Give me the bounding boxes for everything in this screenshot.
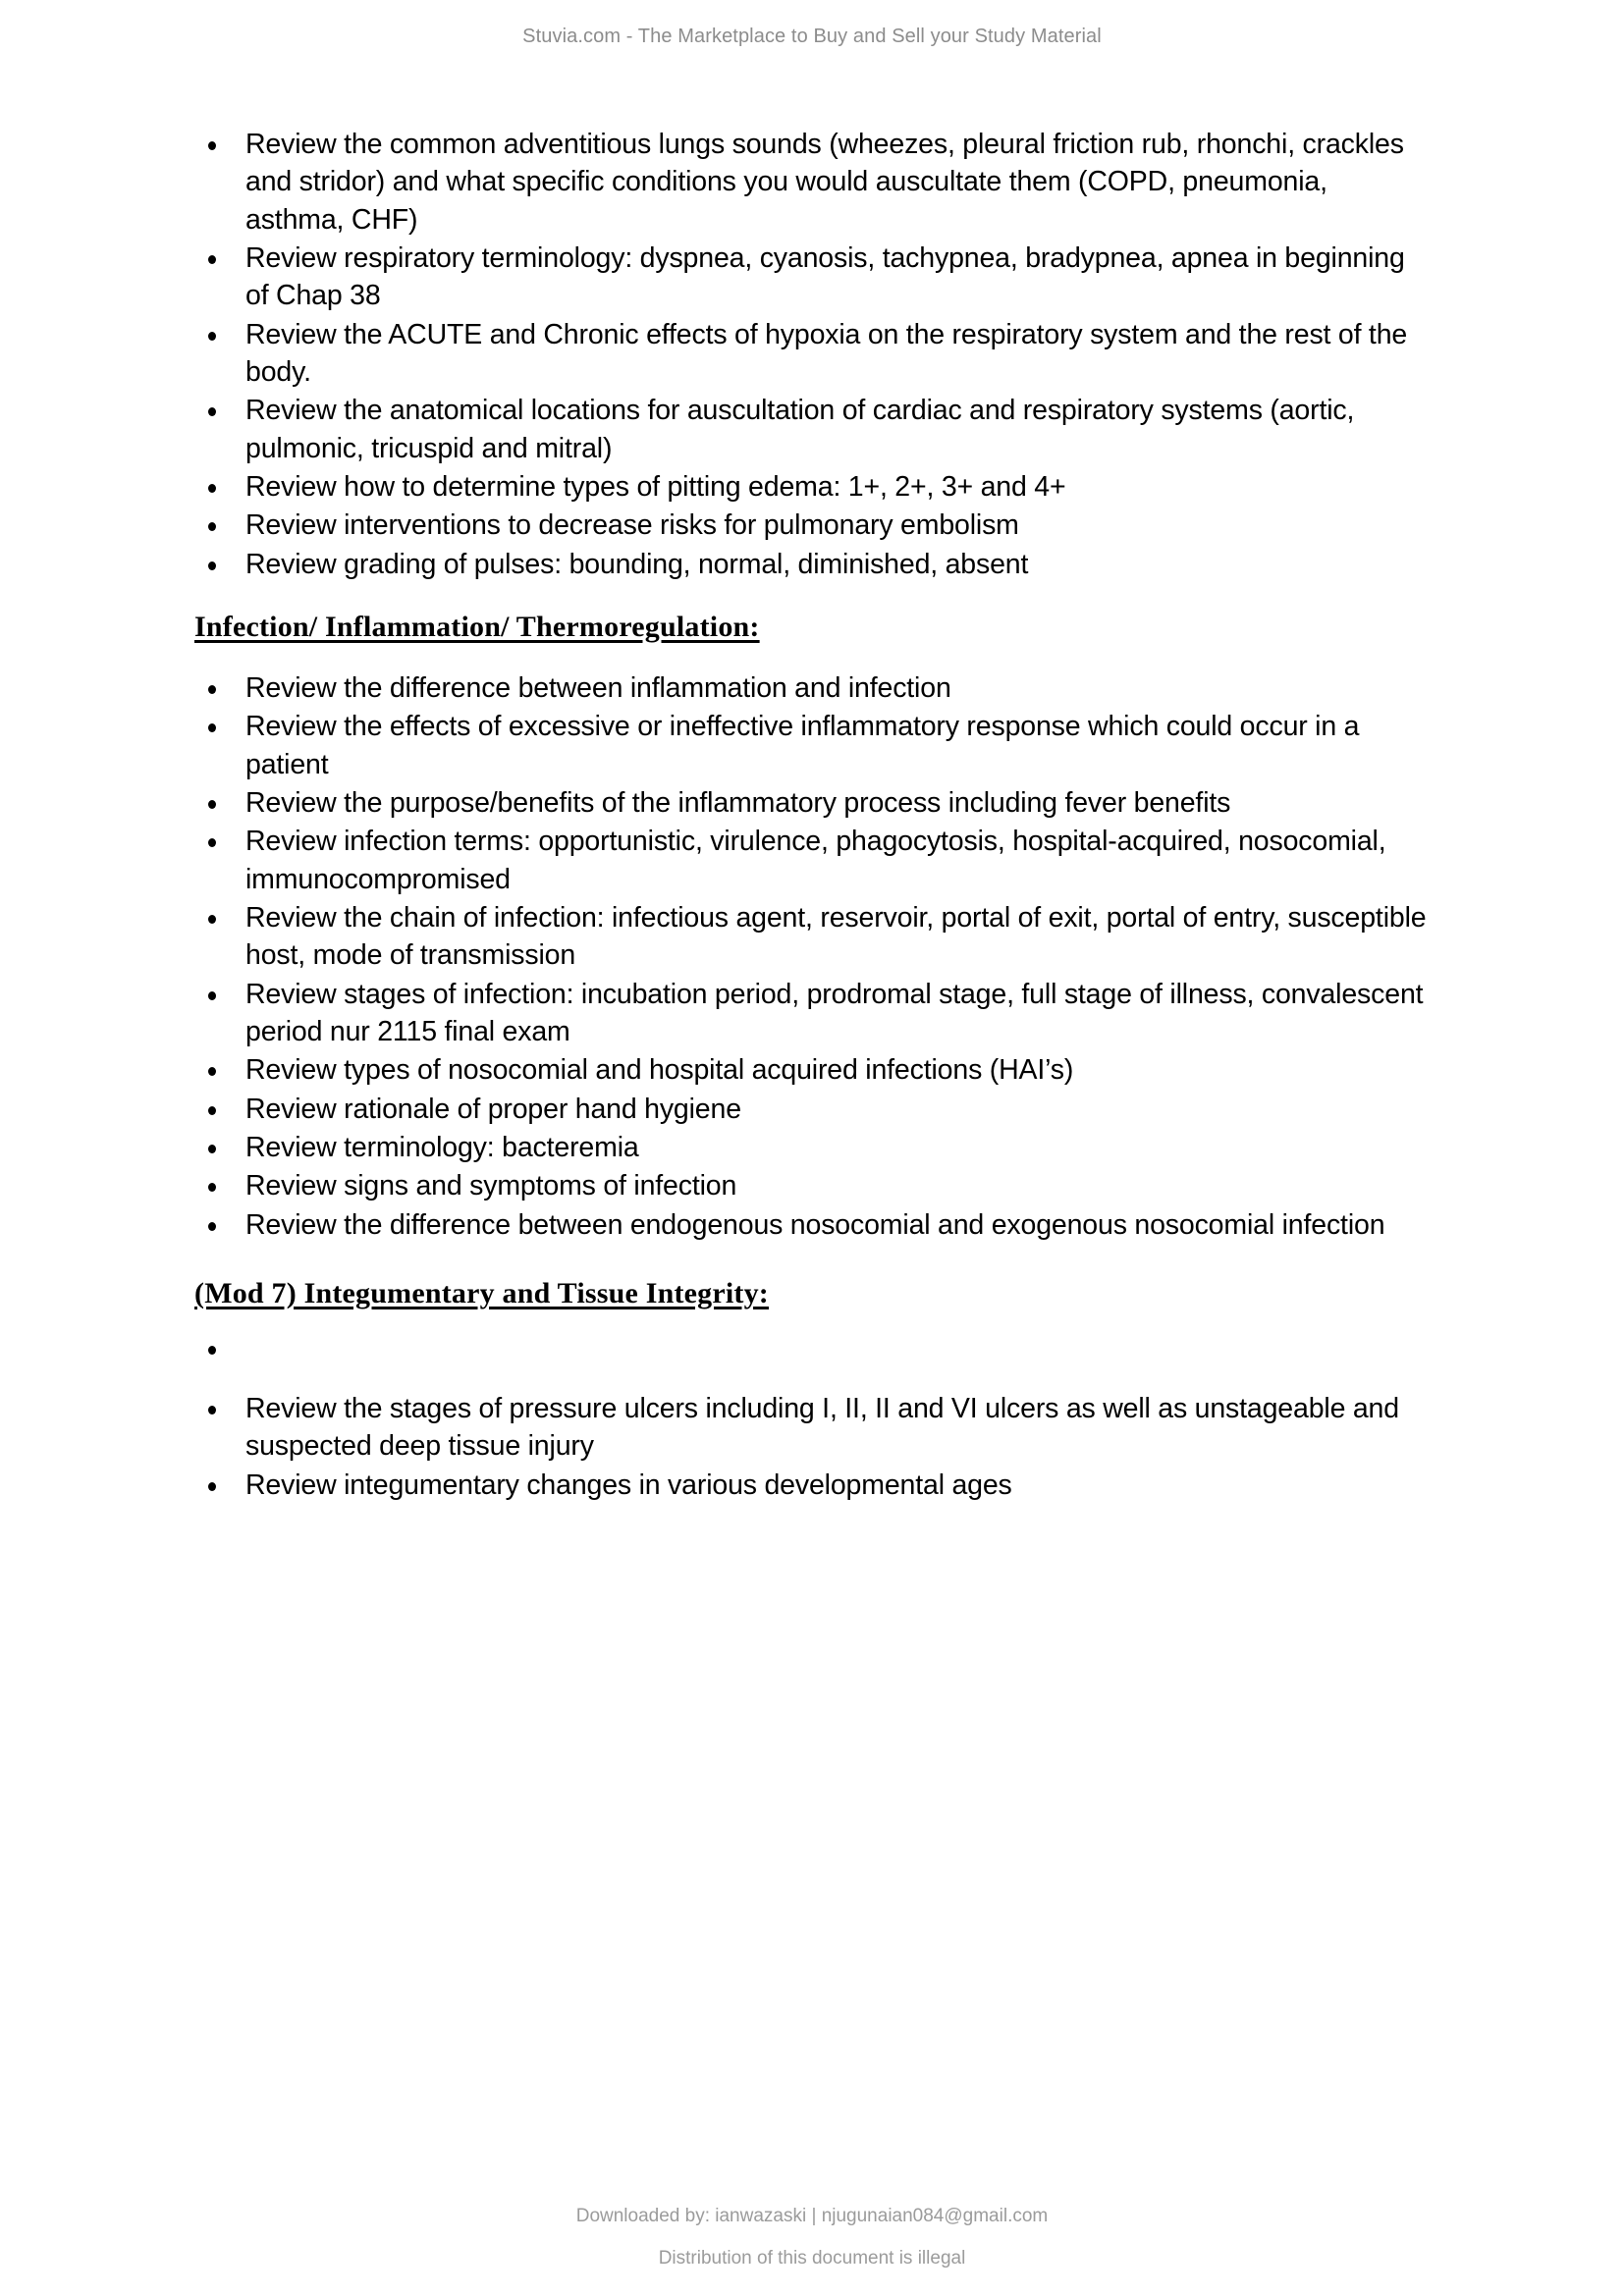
list-item: Review stages of infection: incubation period, prodromal stage, full stage of illness, convalescent period nur 2115 final exam xyxy=(194,976,1432,1051)
list-item: Review terminology: bacteremia xyxy=(194,1129,1432,1166)
list-item: Review the difference between inflammation and infection xyxy=(194,669,1432,707)
spacer xyxy=(194,1314,1432,1330)
list-item: Review the anatomical locations for auscultation of cardiac and respiratory systems (aortic, pulmonic, tricuspid and mitral) xyxy=(194,392,1432,467)
section-heading-integumentary-wrapper xyxy=(194,1277,1432,1310)
list-item: Review respiratory terminology: dyspnea, cyanosis, tachypnea, bradypnea, apnea in beginning of Chap 38 xyxy=(194,240,1432,315)
bullet-list-infection xyxy=(194,669,1432,1244)
list-item-empty xyxy=(194,1330,1432,1389)
list-item: Review integumentary changes in various developmental ages xyxy=(194,1467,1432,1504)
list-item: Review how to determine types of pitting edema: 1+, 2+, 3+ and 4+ xyxy=(194,468,1432,506)
section-heading-integumentary: (Mod 7) Integumentary and Tissue Integrity: xyxy=(194,1276,770,1309)
list-item: Review interventions to decrease risks for pulmonary embolism xyxy=(194,507,1432,544)
footer-distribution-notice: Distribution of this document is illegal xyxy=(658,2248,966,2269)
section-heading-infection: Infection/ Inflammation/ Thermoregulation: xyxy=(194,610,760,643)
list-item: Review signs and symptoms of infection xyxy=(194,1167,1432,1204)
list-item: Review the difference between endogenous nosocomial and exogenous nosocomial infection xyxy=(194,1206,1432,1244)
section-heading-infection-wrapper xyxy=(194,611,1432,644)
list-item: Review the ACUTE and Chronic effects of hypoxia on the respiratory system and the rest of the body. xyxy=(194,316,1432,392)
list-item: Review the purpose/benefits of the inflammatory process including fever benefits xyxy=(194,784,1432,822)
stuvia-watermark-header: Stuvia.com - The Marketplace to Buy and Sell your Study Material xyxy=(522,26,1102,47)
list-item: Review the chain of infection: infectious agent, reservoir, portal of exit, portal of entry, susceptible host, mode of transmission xyxy=(194,899,1432,975)
bullet-list-integumentary xyxy=(194,1330,1432,1504)
document-content xyxy=(194,126,1432,1505)
list-item: Review the stages of pressure ulcers including I, II, II and VI ulcers as well as unstageable and suspected deep tissue injury xyxy=(194,1390,1432,1466)
list-item: Review infection terms: opportunistic, virulence, phagocytosis, hospital-acquired, nosocomial, immunocompromised xyxy=(194,823,1432,898)
list-item: Review the effects of excessive or ineffective inflammatory response which could occur in a patient xyxy=(194,708,1432,783)
bullet-list-respiratory xyxy=(194,126,1432,583)
list-item: Review the common adventitious lungs sounds (wheezes, pleural friction rub, rhonchi, crackles and stridor) and what specific conditions you would auscultate them (COPD, pneumonia, asthma, CHF) xyxy=(194,126,1432,239)
list-item: Review types of nosocomial and hospital acquired infections (HAI’s) xyxy=(194,1051,1432,1089)
list-item: Review rationale of proper hand hygiene xyxy=(194,1091,1432,1128)
list-item: Review grading of pulses: bounding, normal, diminished, absent xyxy=(194,546,1432,583)
footer-downloaded-by: Downloaded by: ianwazaski | njugunaian084@gmail.com xyxy=(575,2206,1049,2226)
